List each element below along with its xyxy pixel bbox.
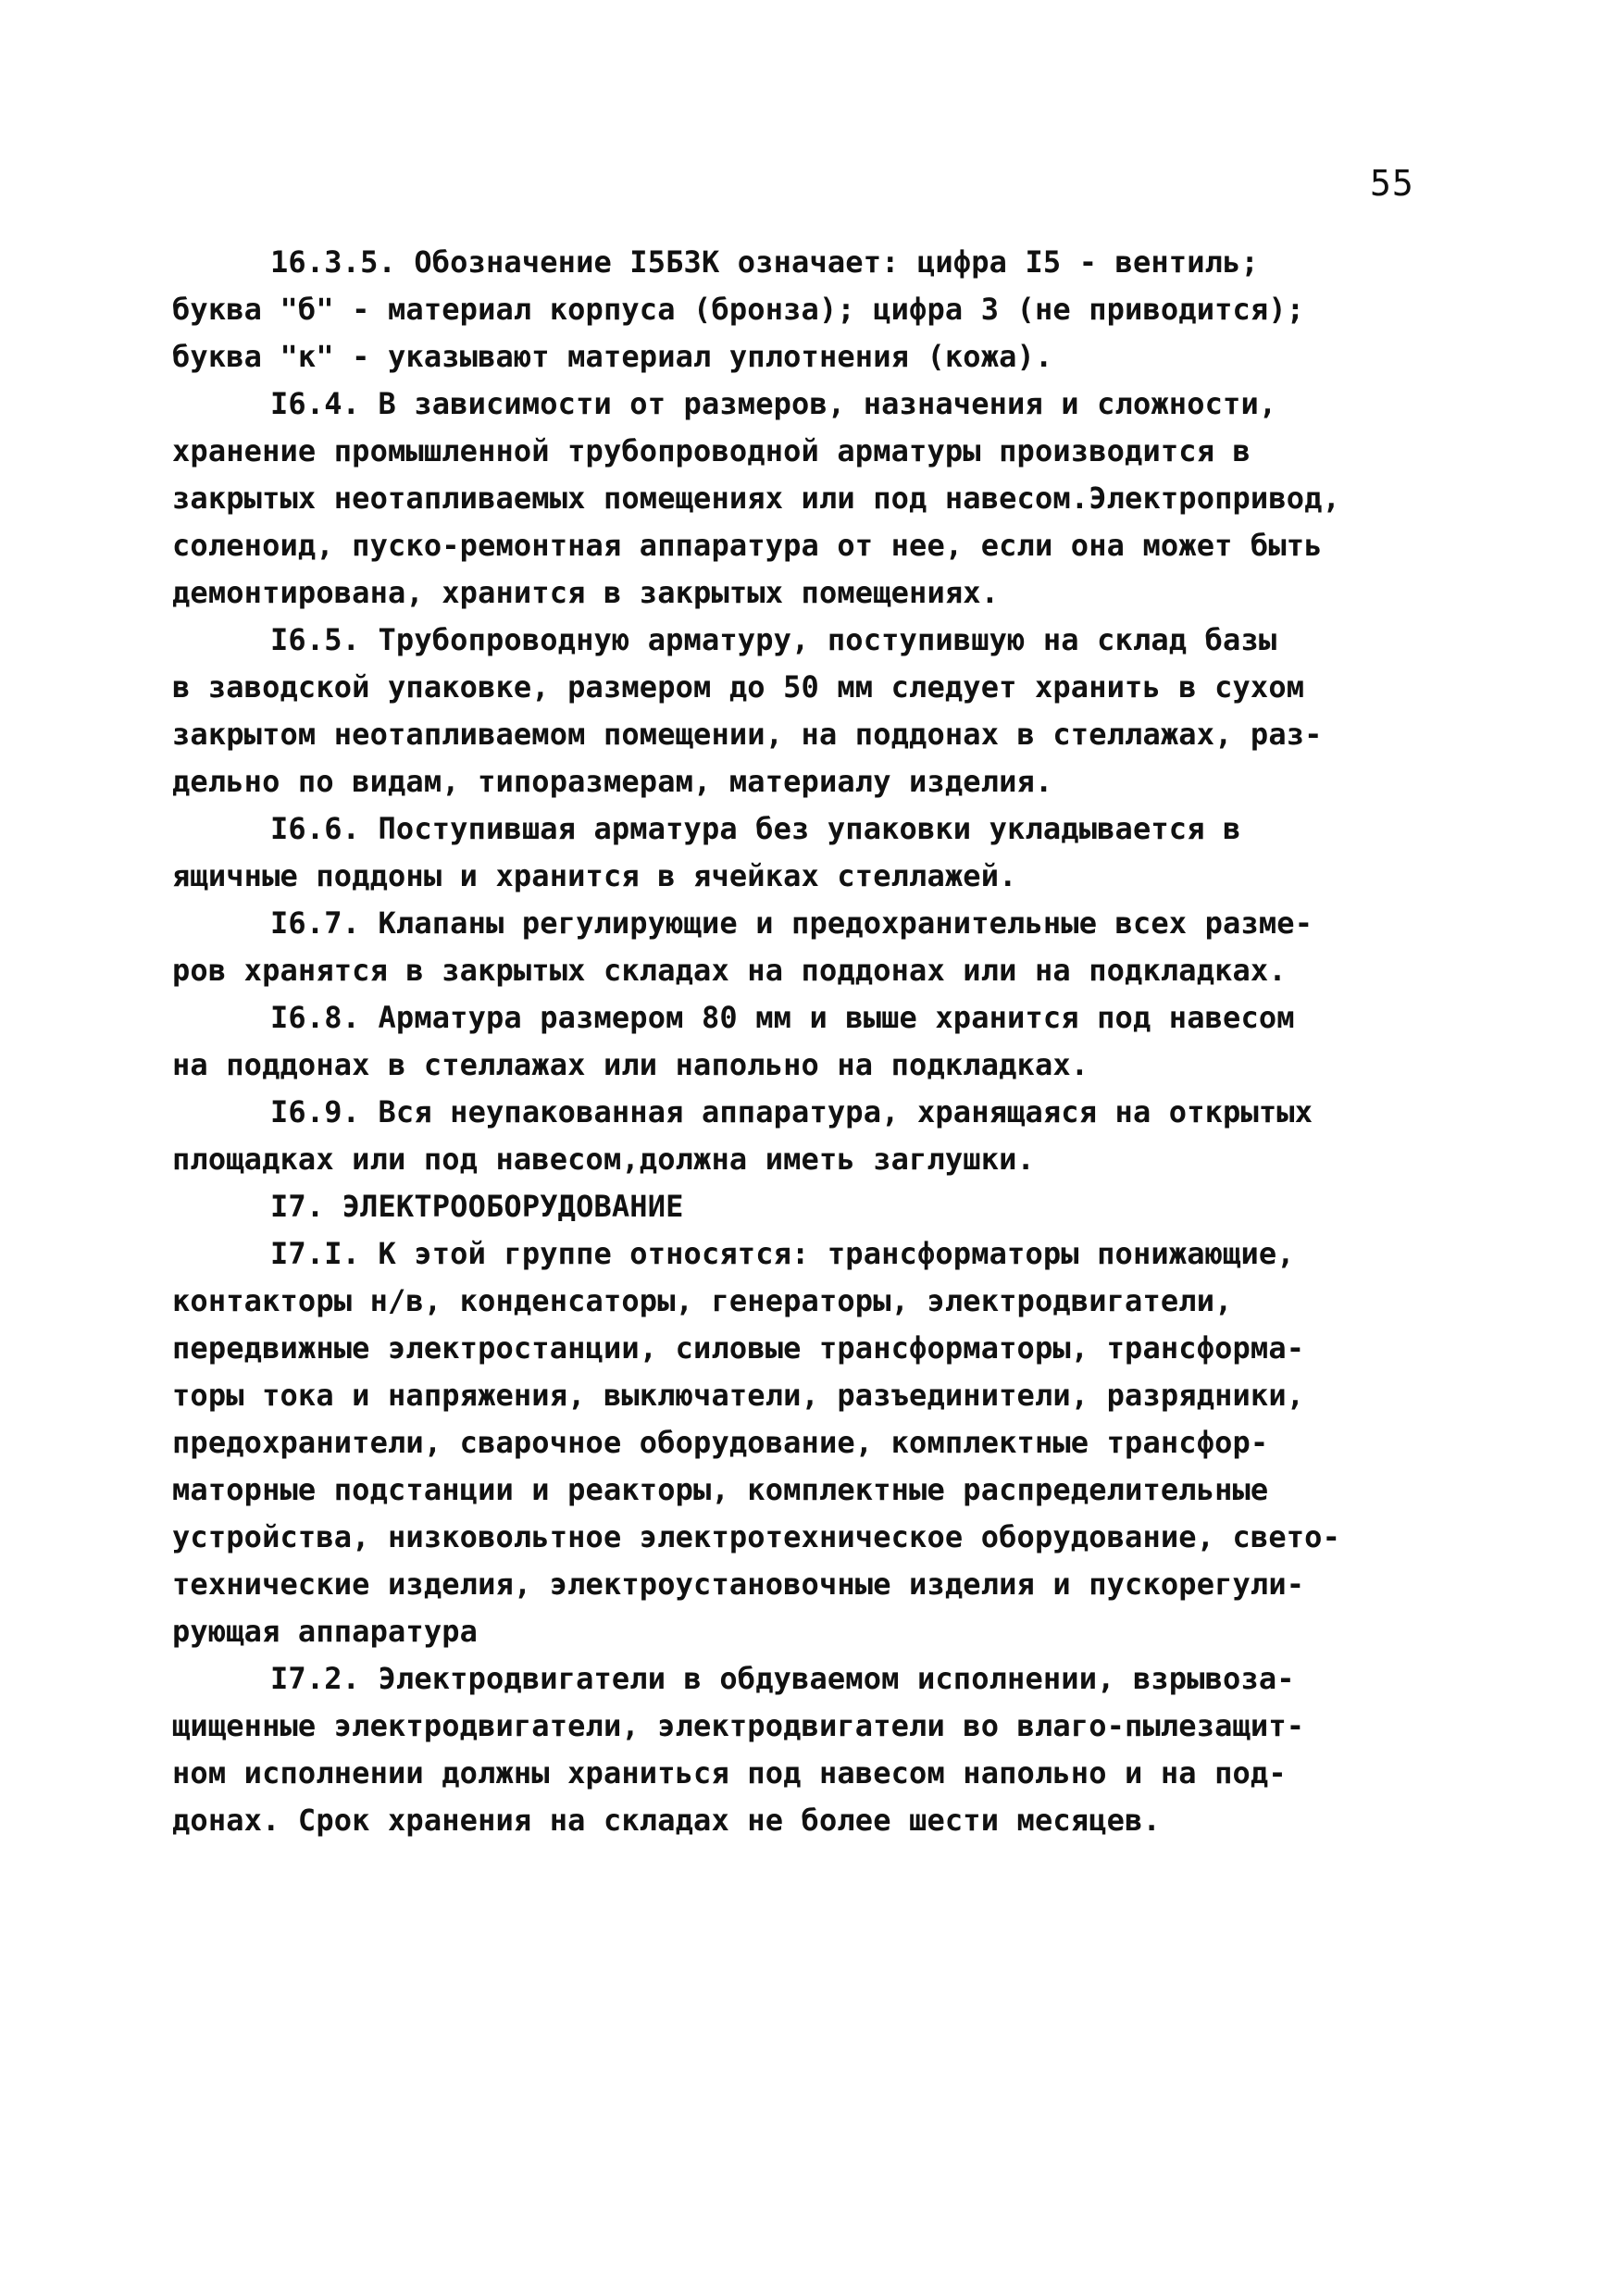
text-line: ном исполнении должны храниться под навесом напольно и на под- [172, 1755, 1287, 1791]
text-line: I6.4. В зависимости от размеров, назначения и сложности, [270, 386, 1277, 421]
text-line: дельно по видам, типоразмерам, материалу изделия. [172, 764, 1053, 799]
text-line: площадках или под навесом,должна иметь заглушки. [172, 1142, 1035, 1177]
text-line: хранение промышленной трубопроводной арматуры производится в [172, 433, 1251, 468]
text-line: контакторы н/в, конденсаторы, генераторы, электродвигатели, [172, 1283, 1233, 1318]
text-line: I6.7. Клапаны регулирующие и предохранительные всех разме- [270, 905, 1313, 941]
text-line: буква "б" - материал корпуса (бронза); цифра 3 (не приводится); [172, 292, 1305, 327]
text-line: торы тока и напряжения, выключатели, разъединители, разрядники, [172, 1378, 1305, 1413]
text-line: в заводской упаковке, размером до 50 мм следует хранить в сухом [172, 669, 1305, 705]
text-line: I6.6. Поступившая арматура без упаковки укладывается в [270, 811, 1241, 846]
text-line: донах. Срок хранения на складах не более шести месяцев. [172, 1803, 1161, 1838]
text-line: I6.9. Вся неупакованная аппаратура, хранящаяся на открытых [270, 1094, 1313, 1129]
text-line: маторные подстанции и реакторы, комплектные распределительные [172, 1472, 1269, 1507]
text-line: I7.I. К этой группе относятся: трансформаторы понижающие, [270, 1236, 1295, 1271]
section-heading: I7. ЭЛЕКТРООБОРУДОВАНИЕ [270, 1189, 684, 1224]
text-line: I6.5. Трубопроводную арматуру, поступившую на склад базы [270, 622, 1277, 657]
text-line: устройства, низковольтное электротехническое оборудование, свето- [172, 1519, 1341, 1554]
text-line: закрытом неотапливаемом помещении, на поддонах в стеллажах, раз- [172, 717, 1323, 752]
text-line: закрытых неотапливаемых помещениях или под навесом.Электропривод, [172, 480, 1341, 516]
text-line: 16.3.5. Обозначение I5Б3К означает: цифра I5 - вентиль; [270, 244, 1259, 280]
text-line: буква "к" - указывают материал уплотнения (кожа). [172, 339, 1053, 374]
text-line: рующая аппаратура [172, 1614, 479, 1649]
text-line: на поддонах в стеллажах или напольно на подкладках. [172, 1047, 1089, 1082]
text-line: ящичные поддоны и хранится в ячейках стеллажей. [172, 858, 1017, 893]
text-line: передвижные электростанции, силовые трансформаторы, трансформа- [172, 1330, 1305, 1366]
text-line: соленоид, пуско-ремонтная аппаратура от нее, если она может быть [172, 528, 1323, 563]
text-line: предохранители, сварочное оборудование, комплектные трансфор- [172, 1425, 1269, 1460]
body-text [172, 239, 1459, 1844]
text-line: щищенные электродвигатели, электродвигатели во влаго-пылезащит- [172, 1708, 1305, 1743]
page-number: 55 [1370, 163, 1414, 204]
text-line: технические изделия, электроустановочные изделия и пускорегули- [172, 1566, 1305, 1602]
text-line: I7.2. Электродвигатели в обдуваемом исполнении, взрывоза- [270, 1661, 1295, 1696]
text-line: демонтирована, хранится в закрытых помещениях. [172, 575, 1000, 610]
text-line: I6.8. Арматура размером 80 мм и выше хранится под навесом [270, 1000, 1295, 1035]
text-line: ров хранятся в закрытых складах на поддонах или на подкладках. [172, 953, 1287, 988]
